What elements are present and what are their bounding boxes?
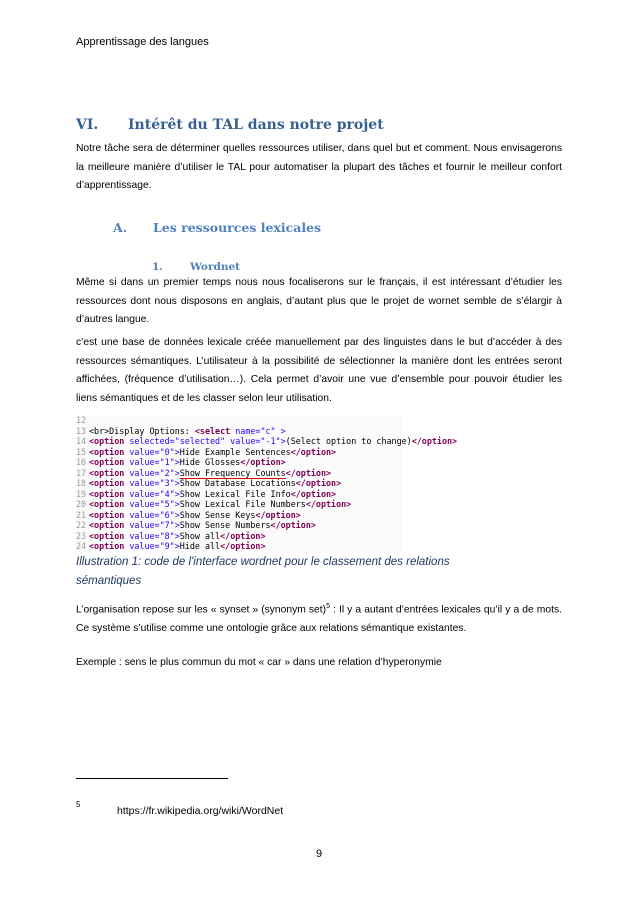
code-option-label: Show Frequency Counts <box>179 467 286 478</box>
code-tag: <option <box>89 446 125 457</box>
section-number: VI. <box>76 117 99 133</box>
code-tag: <select <box>194 425 231 436</box>
code-line-number: 17 <box>76 467 87 478</box>
code-line <box>76 468 402 479</box>
code-attrs: value="5"> <box>124 499 180 509</box>
subsection-title: Les ressources lexicales <box>153 220 322 235</box>
intro-paragraph: Notre tâche sera de déterminer quelles ressources utiliser, dans quel but et comment. Nous envisagerons la meilleure manière d’utiliser le TAL pour automatiser la plupart des tâches et fournir le meilleur confort d’apprentissage. <box>76 143 562 191</box>
code-option-label: Hide all <box>179 541 221 551</box>
code-attrs: value="3"> <box>124 478 180 488</box>
code-option-label: Show Lexical File Info <box>179 488 291 499</box>
code-attrs: name="c" > <box>230 425 286 436</box>
subsubsection-title: Wordnet <box>190 261 240 273</box>
code-tag: <option <box>89 436 125 446</box>
code-close-tag: </option> <box>270 520 316 530</box>
footnote-ref: 5 <box>326 603 330 610</box>
code-tag: <option <box>89 488 125 499</box>
code-line <box>76 520 402 531</box>
code-line-number: 14 <box>76 436 87 446</box>
code-close-tag: </option> <box>295 478 342 488</box>
code-text: <br>Display Options: <box>89 425 195 436</box>
section-title: Intérêt du TAL dans notre projet <box>128 117 384 133</box>
code-line-number: 23 <box>76 530 87 541</box>
code-option-label: (Select option to change) <box>285 436 412 446</box>
code-tag: <option <box>89 499 125 509</box>
code-line-number: 21 <box>76 509 87 520</box>
example-paragraph: Exemple : sens le plus commun du mot « car » dans une relation d’hyperonymie <box>76 657 442 668</box>
code-option-label: Hide Glosses <box>179 457 241 467</box>
code-close-tag: </option> <box>240 457 286 467</box>
code-line <box>76 499 402 510</box>
code-line <box>76 457 402 468</box>
code-attrs: value="9"> <box>124 541 180 551</box>
code-line-number: 24 <box>76 541 87 551</box>
code-option-label: Hide Example Sentences <box>179 446 291 457</box>
wordnet-paragraph-1: Même si dans un premier temps nous nous focaliserons sur le français, il est intéressant d’étudier les ressources dont nous disposons en anglais, d’autant plus que le projet de wornet semble de s’élargir à d’autres langue. <box>76 277 562 325</box>
section-heading <box>76 117 384 133</box>
code-attrs: selected="selected" value="-1"> <box>124 436 286 446</box>
code-option-label: Show Lexical File Numbers <box>179 499 306 509</box>
code-line <box>76 415 402 426</box>
code-line <box>76 436 458 447</box>
code-tag: <option <box>89 467 125 478</box>
code-line <box>76 489 402 500</box>
code-close-tag: </option> <box>290 446 337 457</box>
code-line-number: 13 <box>76 425 87 436</box>
code-line <box>76 426 402 437</box>
code-tag: <option <box>89 520 125 530</box>
code-attrs: value="8"> <box>124 530 180 541</box>
code-attrs: value="2"> <box>124 467 180 478</box>
code-attrs: value="4"> <box>124 488 180 499</box>
code-line <box>76 478 402 489</box>
synset-text: L’organisation repose sur les « synset » (synonym set) <box>76 604 327 616</box>
code-option-label: Show Sense Numbers <box>179 520 271 530</box>
code-line <box>76 510 402 521</box>
figure-caption: Illustration 1: code de l'interface wordnet pour le classement des relations sémantiques <box>76 556 450 587</box>
code-close-tag: </option> <box>290 488 337 499</box>
code-line-number: 15 <box>76 446 87 457</box>
code-tag: <option <box>89 478 125 488</box>
page-header: Apprentissage des langues <box>76 36 209 48</box>
synset-text-cont: : Il y a autant d’entrées lexicales qu’il y a de mots. Ce système s’utilise comme une ontologie grâce aux relations sémantique existantes. <box>76 604 562 634</box>
synset-paragraph <box>76 598 562 638</box>
code-attrs: value="7"> <box>124 520 180 530</box>
page-number: 9 <box>315 848 323 860</box>
code-tag: <option <box>89 530 125 541</box>
subsubsection-number: 1. <box>152 261 163 273</box>
code-close-tag: </option> <box>285 467 332 478</box>
subsubsection-heading <box>152 261 240 273</box>
code-line-number: 22 <box>76 520 87 530</box>
code-option-label: Show Sense Keys <box>179 509 256 520</box>
code-option-label: Show Database Locations <box>179 478 296 488</box>
code-close-tag: </option> <box>411 436 458 446</box>
code-attrs: value="1"> <box>124 457 180 467</box>
code-close-tag: </option> <box>255 509 301 520</box>
code-attrs: value="6"> <box>124 509 180 520</box>
code-tag: <option <box>89 541 125 551</box>
code-tag: <option <box>89 457 125 467</box>
code-close-tag: </option> <box>220 530 266 541</box>
code-tag: <option <box>89 509 125 520</box>
code-line-number: 16 <box>76 457 87 467</box>
subsection-number: A. <box>113 220 128 235</box>
code-close-tag: </option> <box>305 499 352 509</box>
code-line-number: 18 <box>76 478 87 488</box>
code-line <box>76 447 402 458</box>
footnote-divider <box>76 778 228 779</box>
wordnet-paragraph-2: c’est une base de données lexicale créée manuellement par des linguistes dans le but d’accéder à des ressources sémantiques. L’utilisateur à la possibilité de sélectionner la manière dont les entrées seront affichées, (fréquence d’utilisation…). Cela permet d’avoir une vue d’ensemble pour pouvoir étudier les liens sémantiques et de les classer selon leur utilisation. <box>76 337 562 404</box>
footnote-number: 5 <box>76 800 81 809</box>
code-attrs: value="0"> <box>124 446 180 457</box>
code-line-number: 19 <box>76 488 87 499</box>
code-option-label: Show all <box>179 530 221 541</box>
code-line <box>76 531 402 542</box>
code-line-number: 20 <box>76 499 87 509</box>
code-line <box>76 541 402 552</box>
code-line-number: 12 <box>76 415 87 425</box>
code-close-tag: </option> <box>220 541 266 551</box>
code-screenshot <box>76 415 458 552</box>
subsection-heading <box>113 220 321 235</box>
footnote-link[interactable]: https://fr.wikipedia.org/wiki/WordNet <box>117 805 284 817</box>
